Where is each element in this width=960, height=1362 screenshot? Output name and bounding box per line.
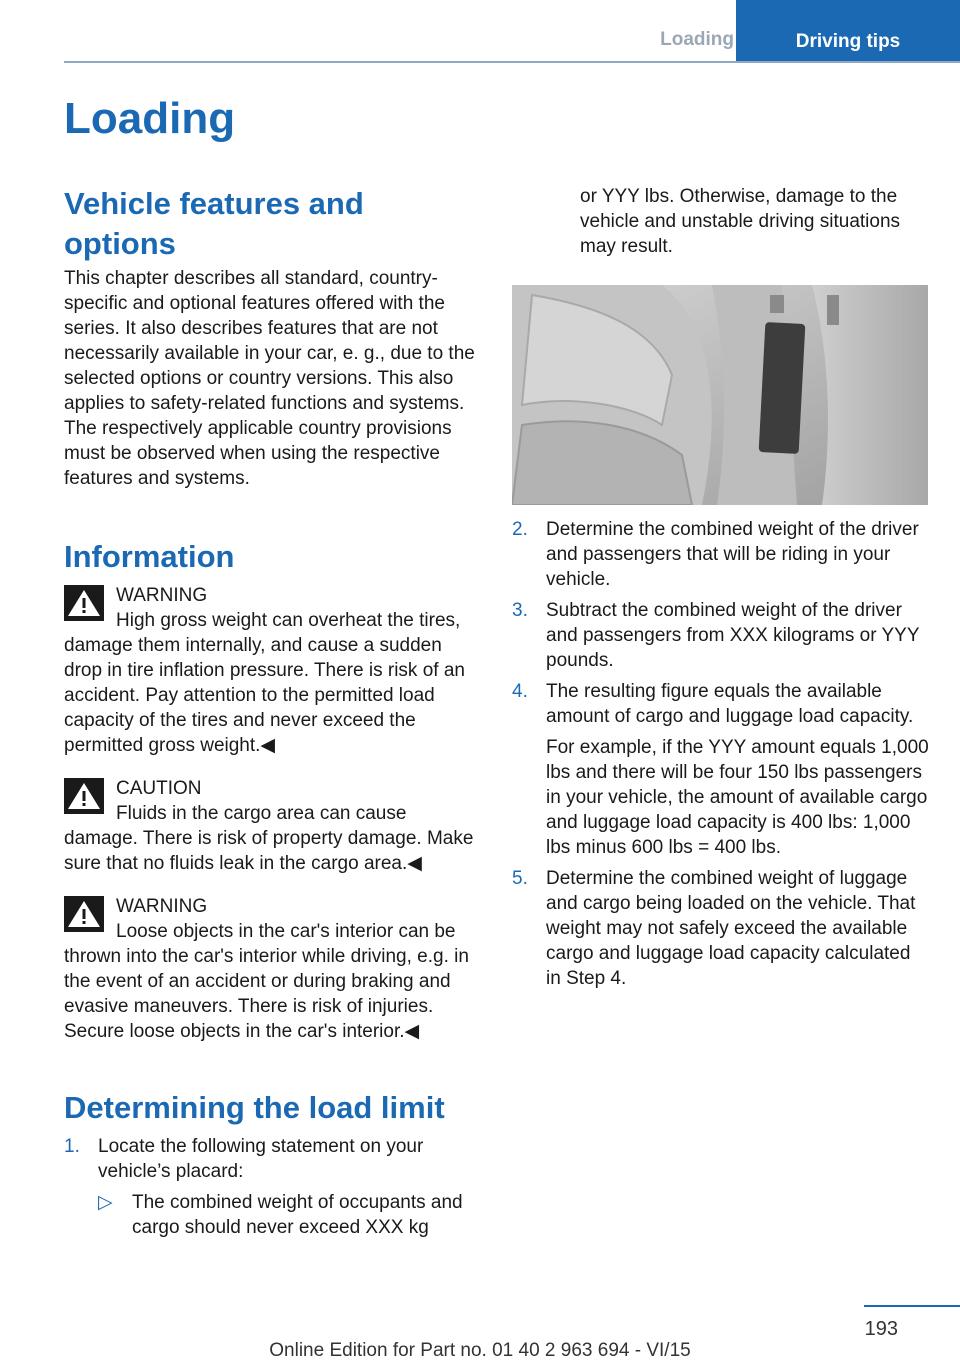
warning-text: Loose objects in the car's interior can be thrown into the car's interior while driving, e.g. in the event of an accident or during braking and evasive maneuvers. There is risk of injuries. Secure loose objects in the car's interior.◀ [64, 921, 469, 1042]
page-header [0, 0, 960, 62]
warning-label: WARNING [116, 896, 208, 917]
page-title: Loading [64, 94, 236, 143]
step-number: 4. [512, 681, 528, 702]
step-text: Locate the following statement on your vehicle’s placard: [98, 1136, 424, 1182]
header-rule [64, 61, 960, 63]
warning-triangle-icon [64, 585, 104, 621]
step-text: The resulting figure equals the available amount of cargo and luggage load capacity. [546, 681, 914, 727]
placard-statement-continued: or YYY lbs. Otherwise, damage to the vehicle and unstable driving situations may result. [580, 186, 901, 257]
step-text: Subtract the combined weight of the driver and passengers from XXX kilograms or YYY pounds. [546, 600, 920, 671]
step-text: Determine the combined weight of luggage and cargo being loaded on the vehicle. That weight may not safely exceed the available cargo and luggage load capacity calculated in Step 4. [546, 868, 916, 989]
header-tab-loading: Loading [660, 29, 734, 50]
warning-text: High gross weight can overheat the tires, damage them internally, and cause a sudden drop in tire inflation pressure. There is risk of an accident. Pay attention to the permitted load capacity of the tires and never exceed the permitted gross weight.◀ [64, 610, 465, 756]
step-number: 1. [64, 1136, 80, 1157]
warning-label: WARNING [116, 585, 208, 606]
features-paragraph: This chapter describes all standard, country-specific and optional features offered with the series. It also describes features that are not necessarily available in your car, e. g., due to the selected options or country versions. This also applies to safety-related functions and systems. The respectively applicable country provisions must be observed when using the respective features and systems. [64, 268, 475, 489]
step-example: For example, if the YYY amount equals 1,000 lbs and there will be four 150 lbs passengers in your vehicle, the amount of available cargo and luggage load capacity is 400 lbs: 1,000 lbs minus 600 lbs = 400 lbs. [546, 737, 929, 858]
section-heading-information: Information [64, 539, 235, 574]
footer-rule [864, 1305, 960, 1307]
footer-edition: Online Edition for Part no. 01 40 2 963 694 - VI/15 [269, 1340, 691, 1361]
caution-text: Fluids in the cargo area can cause damage. There is risk of property damage. Make sure that no fluids leak in the cargo area.◀ [64, 803, 474, 874]
list-item [512, 517, 930, 592]
warning-block-2 [64, 894, 478, 1044]
page-number: 193 [864, 1318, 898, 1340]
list-item [512, 598, 930, 673]
section-heading-features: Vehicle features and options [64, 186, 364, 261]
step-text: Determine the combined weight of the driver and passengers that will be riding in your vehicle. [546, 519, 919, 590]
caution-label: CAUTION [116, 778, 202, 799]
header-tab-driving-tips: Driving tips [736, 0, 960, 62]
load-limit-steps-left [64, 1134, 478, 1240]
step-number: 3. [512, 600, 528, 621]
right-column [512, 184, 930, 991]
bullet-text: The combined weight of occupants and cargo should never exceed XXX kg [132, 1192, 463, 1238]
load-limit-steps-right [512, 517, 930, 991]
warning-block-1 [64, 583, 478, 758]
caution-block [64, 776, 478, 876]
door-pillar-placard-photo [512, 285, 928, 505]
left-column [64, 184, 478, 1240]
list-item [512, 866, 930, 991]
step-number: 5. [512, 868, 528, 889]
step-number: 2. [512, 519, 528, 540]
placard-statement [98, 1190, 478, 1240]
section-heading-load-limit: Determining the load limit [64, 1090, 445, 1125]
list-item [64, 1134, 478, 1240]
bullet-triangle-icon: ▷ [98, 1192, 113, 1213]
warning-triangle-icon [64, 896, 104, 932]
caution-triangle-icon [64, 778, 104, 814]
list-item [512, 679, 930, 860]
